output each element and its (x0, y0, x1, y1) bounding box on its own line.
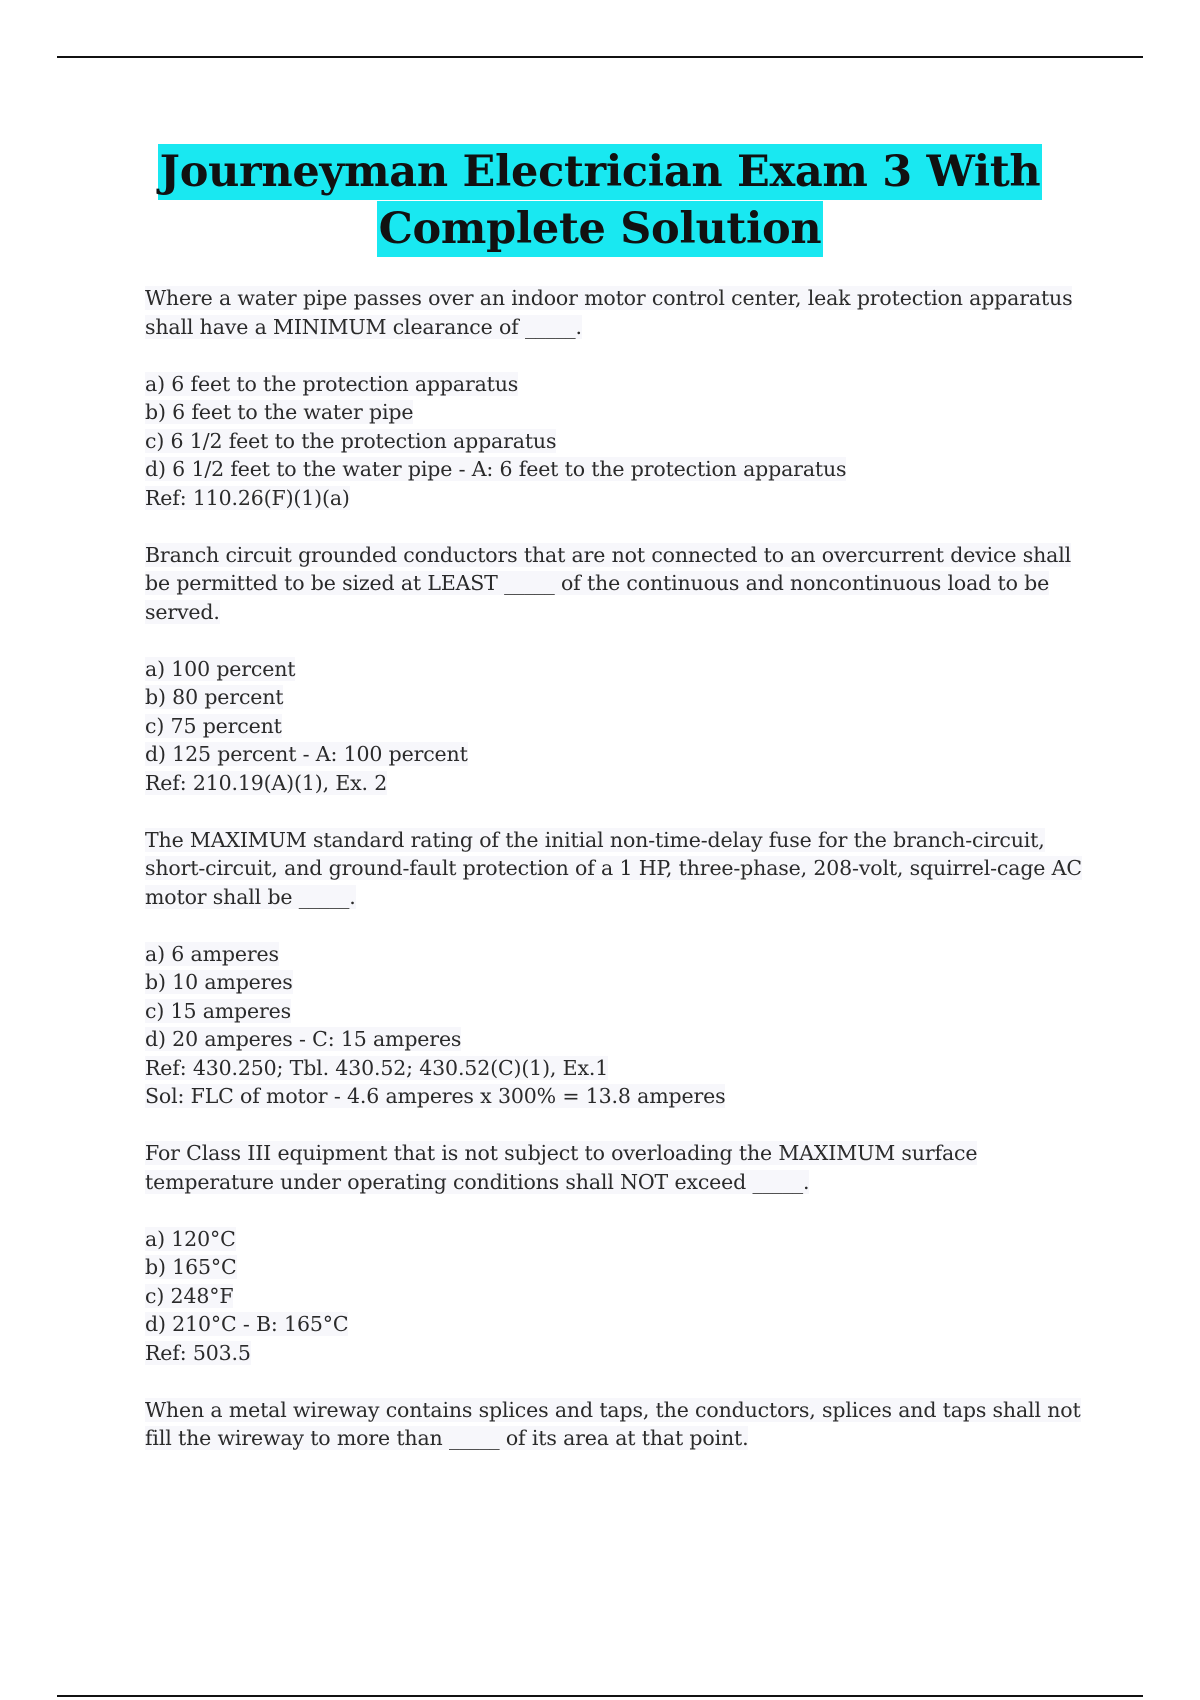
question-stem-line: When a metal wireway contains splices and taps, the conductors, splices and taps shall not (145, 1397, 1081, 1422)
question-3 (145, 826, 1085, 1140)
question-stem-line: short-circuit, and ground-fault protection of a 1 HP, three-phase, 208-volt, squirrel-cage AC (145, 856, 1082, 880)
question-stem-line: be permitted to be sized at LEAST _____ of the continuous and noncontinuous load to be (145, 571, 1050, 595)
option-line: b) 80 percent (145, 685, 284, 709)
question-stem-line: Branch circuit grounded conductors that are not connected to an overcurrent device shall (145, 542, 1072, 567)
reference-line: Ref: 210.19(A)(1), Ex. 2 (145, 770, 388, 795)
question-stem-line: motor shall be _____. (145, 884, 356, 909)
option-line: c) 6 1/2 feet to the protection apparatus (145, 428, 557, 453)
option-line: c) 248°F (145, 1283, 234, 1308)
question-stem-line: temperature under operating conditions shall NOT exceed _____. (145, 1169, 810, 1194)
question-stem-line: For Class III equipment that is not subject to overloading the MAXIMUM surface (145, 1141, 978, 1165)
question-1 (145, 284, 1085, 541)
option-answer-line: d) 6 1/2 feet to the water pipe - A: 6 feet to the protection apparatus (145, 457, 847, 481)
reference-line: Ref: 503.5 (145, 1340, 251, 1365)
title-line-2: Complete Solution (377, 201, 824, 257)
question-stem-line: Where a water pipe passes over an indoor motor control center, leak protection apparatus (145, 286, 1073, 310)
title-line-1: Journeyman Electrician Exam 3 With (158, 144, 1043, 200)
question-stem-line: served. (145, 599, 220, 624)
question-stem-line: The MAXIMUM standard rating of the initial non-time-delay fuse for the branch-circuit, (145, 827, 1045, 852)
question-5 (145, 1396, 1085, 1453)
option-answer-line: d) 20 amperes - C: 15 amperes (145, 1027, 462, 1051)
question-stem-line: shall have a MINIMUM clearance of _____. (145, 314, 582, 339)
option-line: a) 6 amperes (145, 941, 279, 966)
question-2 (145, 541, 1085, 826)
option-line: a) 6 feet to the protection apparatus (145, 371, 519, 396)
solution-line: Sol: FLC of motor - 4.6 amperes x 300% = 13.8 amperes (145, 1084, 726, 1108)
bottom-rule (57, 1695, 1143, 1697)
option-line: c) 75 percent (145, 713, 282, 738)
option-line: a) 100 percent (145, 656, 296, 681)
option-line: b) 165°C (145, 1255, 237, 1279)
reference-line: Ref: 110.26(F)(1)(a) (145, 485, 350, 510)
option-line: c) 15 amperes (145, 998, 292, 1023)
reference-line: Ref: 430.250; Tbl. 430.52; 430.52(C)(1), Ex.1 (145, 1055, 609, 1080)
questions-body (145, 284, 1085, 1453)
option-line: b) 6 feet to the water pipe (145, 400, 414, 424)
question-stem-line: fill the wireway to more than _____ of its area at that point. (145, 1426, 749, 1450)
page-title (0, 144, 1200, 258)
option-answer-line: d) 210°C - B: 165°C (145, 1312, 349, 1336)
question-4 (145, 1139, 1085, 1396)
option-line: b) 10 amperes (145, 970, 293, 994)
option-answer-line: d) 125 percent - A: 100 percent (145, 742, 468, 766)
top-rule (57, 56, 1143, 58)
option-line: a) 120°C (145, 1226, 236, 1251)
